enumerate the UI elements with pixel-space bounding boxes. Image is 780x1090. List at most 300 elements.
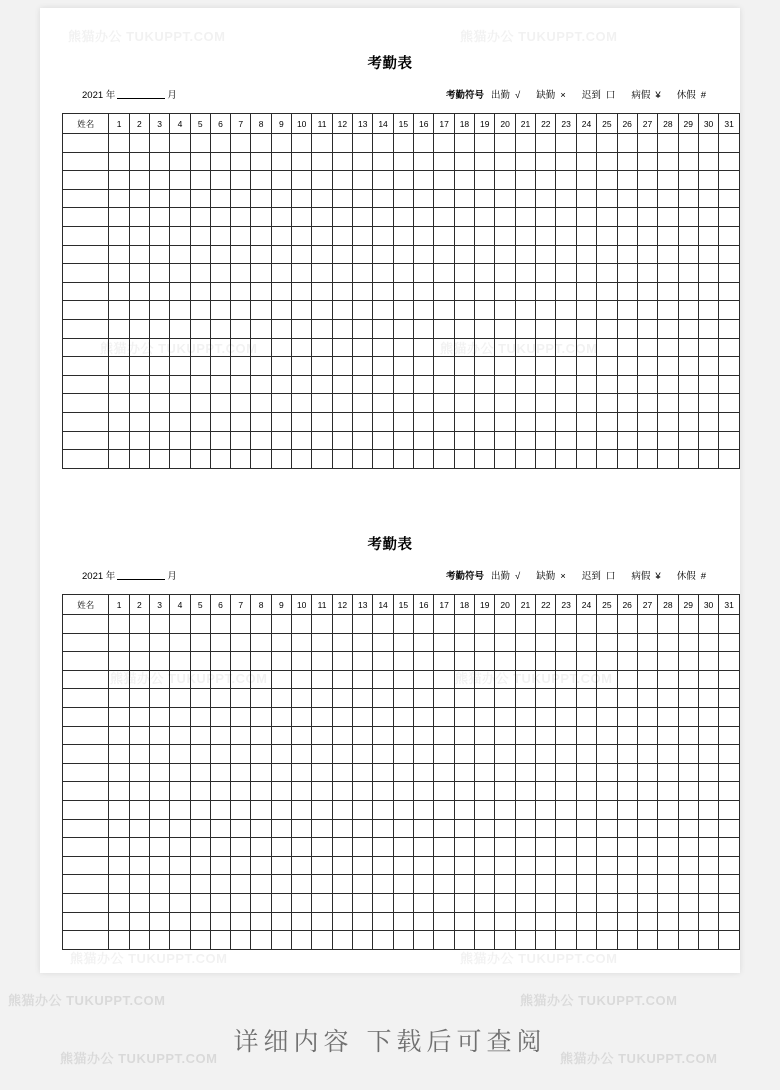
cell-day-3[interactable] [150,893,170,912]
cell-day-1[interactable] [109,301,129,320]
cell-day-2[interactable] [129,912,149,931]
cell-day-10[interactable] [292,931,312,950]
cell-employee-name[interactable] [63,319,109,338]
table-row[interactable] [63,226,740,245]
cell-day-15[interactable] [393,726,413,745]
cell-day-27[interactable] [637,763,657,782]
cell-day-3[interactable] [150,450,170,469]
cell-day-11[interactable] [312,375,332,394]
cell-day-12[interactable] [332,357,352,376]
cell-day-25[interactable] [597,450,617,469]
cell-day-31[interactable] [719,264,740,283]
cell-day-13[interactable] [353,282,373,301]
cell-day-14[interactable] [373,707,393,726]
cell-day-20[interactable] [495,282,515,301]
cell-day-13[interactable] [353,838,373,857]
cell-day-6[interactable] [210,931,230,950]
cell-day-21[interactable] [515,245,535,264]
cell-day-15[interactable] [393,450,413,469]
cell-day-4[interactable] [170,189,190,208]
cell-day-20[interactable] [495,615,515,634]
cell-day-28[interactable] [658,301,678,320]
cell-day-22[interactable] [536,189,556,208]
cell-day-30[interactable] [698,450,718,469]
cell-day-3[interactable] [150,856,170,875]
cell-day-11[interactable] [312,189,332,208]
cell-employee-name[interactable] [63,134,109,153]
cell-day-14[interactable] [373,431,393,450]
cell-day-2[interactable] [129,171,149,190]
cell-day-18[interactable] [454,856,474,875]
cell-day-13[interactable] [353,264,373,283]
cell-day-12[interactable] [332,615,352,634]
cell-day-20[interactable] [495,208,515,227]
cell-day-17[interactable] [434,319,454,338]
cell-day-30[interactable] [698,282,718,301]
cell-day-30[interactable] [698,707,718,726]
cell-day-30[interactable] [698,875,718,894]
cell-day-6[interactable] [210,726,230,745]
cell-day-24[interactable] [576,893,596,912]
cell-day-19[interactable] [475,208,495,227]
cell-employee-name[interactable] [63,707,109,726]
cell-day-2[interactable] [129,134,149,153]
cell-day-22[interactable] [536,670,556,689]
cell-employee-name[interactable] [63,412,109,431]
cell-day-11[interactable] [312,782,332,801]
cell-day-13[interactable] [353,819,373,838]
cell-day-14[interactable] [373,670,393,689]
cell-day-3[interactable] [150,357,170,376]
cell-day-16[interactable] [414,134,434,153]
cell-day-15[interactable] [393,689,413,708]
cell-day-17[interactable] [434,226,454,245]
cell-day-10[interactable] [292,670,312,689]
cell-day-2[interactable] [129,208,149,227]
cell-day-17[interactable] [434,189,454,208]
cell-day-16[interactable] [414,707,434,726]
cell-day-26[interactable] [617,134,637,153]
cell-day-6[interactable] [210,319,230,338]
cell-day-16[interactable] [414,226,434,245]
cell-day-25[interactable] [597,431,617,450]
table-row[interactable] [63,782,740,801]
cell-day-6[interactable] [210,245,230,264]
cell-day-18[interactable] [454,838,474,857]
cell-day-25[interactable] [597,357,617,376]
cell-day-10[interactable] [292,652,312,671]
cell-day-21[interactable] [515,707,535,726]
cell-day-12[interactable] [332,670,352,689]
cell-day-25[interactable] [597,652,617,671]
cell-day-10[interactable] [292,450,312,469]
table-row[interactable] [63,450,740,469]
cell-day-21[interactable] [515,319,535,338]
cell-day-1[interactable] [109,875,129,894]
cell-day-10[interactable] [292,338,312,357]
cell-day-6[interactable] [210,782,230,801]
cell-day-1[interactable] [109,745,129,764]
cell-day-26[interactable] [617,800,637,819]
cell-day-23[interactable] [556,931,576,950]
cell-day-27[interactable] [637,282,657,301]
cell-day-19[interactable] [475,856,495,875]
cell-day-1[interactable] [109,431,129,450]
cell-day-10[interactable] [292,301,312,320]
cell-employee-name[interactable] [63,745,109,764]
cell-day-29[interactable] [678,450,698,469]
cell-day-8[interactable] [251,208,271,227]
cell-day-22[interactable] [536,856,556,875]
cell-day-12[interactable] [332,264,352,283]
cell-day-12[interactable] [332,782,352,801]
cell-day-27[interactable] [637,226,657,245]
cell-day-5[interactable] [190,450,210,469]
cell-day-21[interactable] [515,912,535,931]
cell-day-11[interactable] [312,707,332,726]
cell-day-1[interactable] [109,208,129,227]
cell-day-16[interactable] [414,301,434,320]
cell-day-10[interactable] [292,208,312,227]
cell-day-19[interactable] [475,375,495,394]
cell-day-15[interactable] [393,375,413,394]
cell-day-25[interactable] [597,838,617,857]
cell-day-7[interactable] [231,615,251,634]
cell-day-31[interactable] [719,670,740,689]
cell-day-11[interactable] [312,633,332,652]
cell-day-16[interactable] [414,745,434,764]
cell-day-22[interactable] [536,893,556,912]
cell-day-21[interactable] [515,357,535,376]
cell-day-9[interactable] [271,726,291,745]
cell-day-5[interactable] [190,875,210,894]
cell-day-24[interactable] [576,338,596,357]
cell-day-26[interactable] [617,875,637,894]
cell-day-11[interactable] [312,838,332,857]
cell-day-15[interactable] [393,412,413,431]
cell-day-27[interactable] [637,431,657,450]
cell-day-27[interactable] [637,875,657,894]
cell-employee-name[interactable] [63,226,109,245]
cell-day-31[interactable] [719,707,740,726]
cell-day-16[interactable] [414,763,434,782]
cell-day-15[interactable] [393,931,413,950]
cell-day-20[interactable] [495,394,515,413]
cell-day-1[interactable] [109,450,129,469]
cell-day-13[interactable] [353,670,373,689]
cell-day-23[interactable] [556,375,576,394]
cell-day-10[interactable] [292,875,312,894]
cell-day-6[interactable] [210,875,230,894]
cell-day-25[interactable] [597,856,617,875]
cell-day-6[interactable] [210,226,230,245]
cell-day-8[interactable] [251,893,271,912]
cell-day-6[interactable] [210,152,230,171]
cell-day-12[interactable] [332,431,352,450]
cell-day-6[interactable] [210,633,230,652]
cell-day-23[interactable] [556,394,576,413]
cell-day-28[interactable] [658,245,678,264]
cell-day-22[interactable] [536,412,556,431]
cell-day-26[interactable] [617,652,637,671]
cell-day-16[interactable] [414,931,434,950]
cell-day-11[interactable] [312,338,332,357]
cell-day-5[interactable] [190,394,210,413]
cell-day-3[interactable] [150,208,170,227]
cell-day-28[interactable] [658,152,678,171]
cell-day-20[interactable] [495,152,515,171]
cell-day-8[interactable] [251,226,271,245]
cell-day-1[interactable] [109,893,129,912]
cell-day-16[interactable] [414,670,434,689]
cell-day-6[interactable] [210,301,230,320]
cell-day-26[interactable] [617,357,637,376]
cell-day-23[interactable] [556,171,576,190]
cell-day-19[interactable] [475,134,495,153]
cell-day-14[interactable] [373,171,393,190]
cell-day-6[interactable] [210,838,230,857]
cell-day-3[interactable] [150,707,170,726]
cell-day-7[interactable] [231,301,251,320]
cell-day-1[interactable] [109,838,129,857]
cell-day-31[interactable] [719,800,740,819]
cell-day-29[interactable] [678,745,698,764]
cell-day-12[interactable] [332,338,352,357]
cell-day-4[interactable] [170,282,190,301]
cell-day-21[interactable] [515,152,535,171]
cell-day-10[interactable] [292,226,312,245]
cell-day-6[interactable] [210,357,230,376]
cell-day-4[interactable] [170,357,190,376]
cell-day-25[interactable] [597,394,617,413]
cell-day-11[interactable] [312,670,332,689]
cell-day-7[interactable] [231,264,251,283]
cell-day-12[interactable] [332,171,352,190]
cell-day-13[interactable] [353,745,373,764]
cell-day-10[interactable] [292,134,312,153]
cell-day-30[interactable] [698,171,718,190]
cell-day-1[interactable] [109,912,129,931]
cell-day-2[interactable] [129,357,149,376]
cell-day-5[interactable] [190,338,210,357]
cell-day-9[interactable] [271,912,291,931]
cell-day-9[interactable] [271,301,291,320]
cell-day-11[interactable] [312,357,332,376]
cell-day-30[interactable] [698,931,718,950]
cell-day-27[interactable] [637,301,657,320]
cell-day-14[interactable] [373,394,393,413]
cell-day-5[interactable] [190,615,210,634]
cell-day-10[interactable] [292,189,312,208]
cell-day-28[interactable] [658,134,678,153]
cell-day-23[interactable] [556,707,576,726]
cell-day-24[interactable] [576,264,596,283]
cell-day-27[interactable] [637,394,657,413]
cell-day-2[interactable] [129,245,149,264]
cell-day-21[interactable] [515,394,535,413]
cell-day-1[interactable] [109,394,129,413]
cell-day-20[interactable] [495,782,515,801]
table-row[interactable] [63,689,740,708]
cell-day-7[interactable] [231,931,251,950]
cell-day-15[interactable] [393,134,413,153]
cell-day-1[interactable] [109,152,129,171]
cell-day-21[interactable] [515,134,535,153]
cell-day-31[interactable] [719,134,740,153]
cell-day-30[interactable] [698,652,718,671]
cell-day-15[interactable] [393,152,413,171]
cell-day-17[interactable] [434,375,454,394]
cell-day-13[interactable] [353,338,373,357]
cell-day-12[interactable] [332,226,352,245]
cell-day-13[interactable] [353,134,373,153]
cell-day-29[interactable] [678,931,698,950]
cell-day-29[interactable] [678,912,698,931]
cell-day-6[interactable] [210,264,230,283]
cell-day-28[interactable] [658,338,678,357]
cell-day-30[interactable] [698,615,718,634]
cell-day-24[interactable] [576,763,596,782]
cell-day-9[interactable] [271,338,291,357]
cell-day-2[interactable] [129,152,149,171]
cell-day-18[interactable] [454,615,474,634]
cell-day-25[interactable] [597,189,617,208]
cell-day-13[interactable] [353,301,373,320]
cell-day-9[interactable] [271,745,291,764]
cell-day-26[interactable] [617,301,637,320]
cell-day-26[interactable] [617,745,637,764]
cell-day-21[interactable] [515,838,535,857]
cell-day-7[interactable] [231,782,251,801]
cell-day-28[interactable] [658,412,678,431]
cell-day-31[interactable] [719,208,740,227]
cell-day-7[interactable] [231,838,251,857]
cell-day-9[interactable] [271,782,291,801]
table-row[interactable] [63,819,740,838]
cell-day-8[interactable] [251,856,271,875]
cell-day-10[interactable] [292,615,312,634]
cell-day-30[interactable] [698,670,718,689]
table-row[interactable] [63,652,740,671]
table-row[interactable] [63,745,740,764]
cell-day-3[interactable] [150,633,170,652]
cell-day-1[interactable] [109,338,129,357]
cell-day-24[interactable] [576,670,596,689]
cell-day-28[interactable] [658,633,678,652]
cell-day-20[interactable] [495,800,515,819]
cell-day-15[interactable] [393,745,413,764]
cell-day-4[interactable] [170,707,190,726]
cell-day-8[interactable] [251,782,271,801]
cell-day-2[interactable] [129,431,149,450]
cell-day-5[interactable] [190,152,210,171]
cell-day-13[interactable] [353,189,373,208]
cell-day-25[interactable] [597,375,617,394]
cell-day-30[interactable] [698,782,718,801]
cell-day-9[interactable] [271,652,291,671]
cell-employee-name[interactable] [63,670,109,689]
table-row[interactable] [63,763,740,782]
cell-day-18[interactable] [454,412,474,431]
cell-day-8[interactable] [251,819,271,838]
cell-day-3[interactable] [150,763,170,782]
cell-day-19[interactable] [475,652,495,671]
cell-day-21[interactable] [515,282,535,301]
cell-day-17[interactable] [434,615,454,634]
cell-day-13[interactable] [353,912,373,931]
table-row[interactable] [63,134,740,153]
cell-day-14[interactable] [373,264,393,283]
cell-day-21[interactable] [515,412,535,431]
cell-day-27[interactable] [637,745,657,764]
cell-day-29[interactable] [678,615,698,634]
cell-day-31[interactable] [719,615,740,634]
table-row[interactable] [63,856,740,875]
cell-day-6[interactable] [210,189,230,208]
cell-day-14[interactable] [373,931,393,950]
cell-day-27[interactable] [637,264,657,283]
cell-day-3[interactable] [150,301,170,320]
cell-day-20[interactable] [495,745,515,764]
cell-day-20[interactable] [495,338,515,357]
cell-day-27[interactable] [637,189,657,208]
cell-day-23[interactable] [556,856,576,875]
cell-day-5[interactable] [190,707,210,726]
cell-day-1[interactable] [109,652,129,671]
table-row[interactable] [63,633,740,652]
cell-day-28[interactable] [658,319,678,338]
cell-day-21[interactable] [515,670,535,689]
cell-day-2[interactable] [129,338,149,357]
cell-day-16[interactable] [414,800,434,819]
cell-day-27[interactable] [637,633,657,652]
cell-day-27[interactable] [637,819,657,838]
cell-day-1[interactable] [109,931,129,950]
cell-day-12[interactable] [332,912,352,931]
cell-day-4[interactable] [170,931,190,950]
cell-day-11[interactable] [312,763,332,782]
cell-day-15[interactable] [393,394,413,413]
cell-day-25[interactable] [597,745,617,764]
cell-day-15[interactable] [393,208,413,227]
cell-day-28[interactable] [658,394,678,413]
cell-day-4[interactable] [170,134,190,153]
cell-day-13[interactable] [353,412,373,431]
cell-day-21[interactable] [515,615,535,634]
cell-day-18[interactable] [454,450,474,469]
cell-day-2[interactable] [129,726,149,745]
cell-day-16[interactable] [414,819,434,838]
cell-day-9[interactable] [271,431,291,450]
cell-day-10[interactable] [292,633,312,652]
cell-day-24[interactable] [576,357,596,376]
cell-day-15[interactable] [393,245,413,264]
cell-day-3[interactable] [150,670,170,689]
cell-employee-name[interactable] [63,838,109,857]
table-row[interactable] [63,375,740,394]
cell-day-21[interactable] [515,633,535,652]
cell-day-11[interactable] [312,245,332,264]
cell-day-13[interactable] [353,245,373,264]
cell-day-16[interactable] [414,338,434,357]
cell-day-7[interactable] [231,763,251,782]
cell-day-15[interactable] [393,800,413,819]
cell-day-16[interactable] [414,856,434,875]
cell-day-19[interactable] [475,226,495,245]
cell-day-29[interactable] [678,800,698,819]
cell-day-19[interactable] [475,838,495,857]
cell-day-30[interactable] [698,819,718,838]
